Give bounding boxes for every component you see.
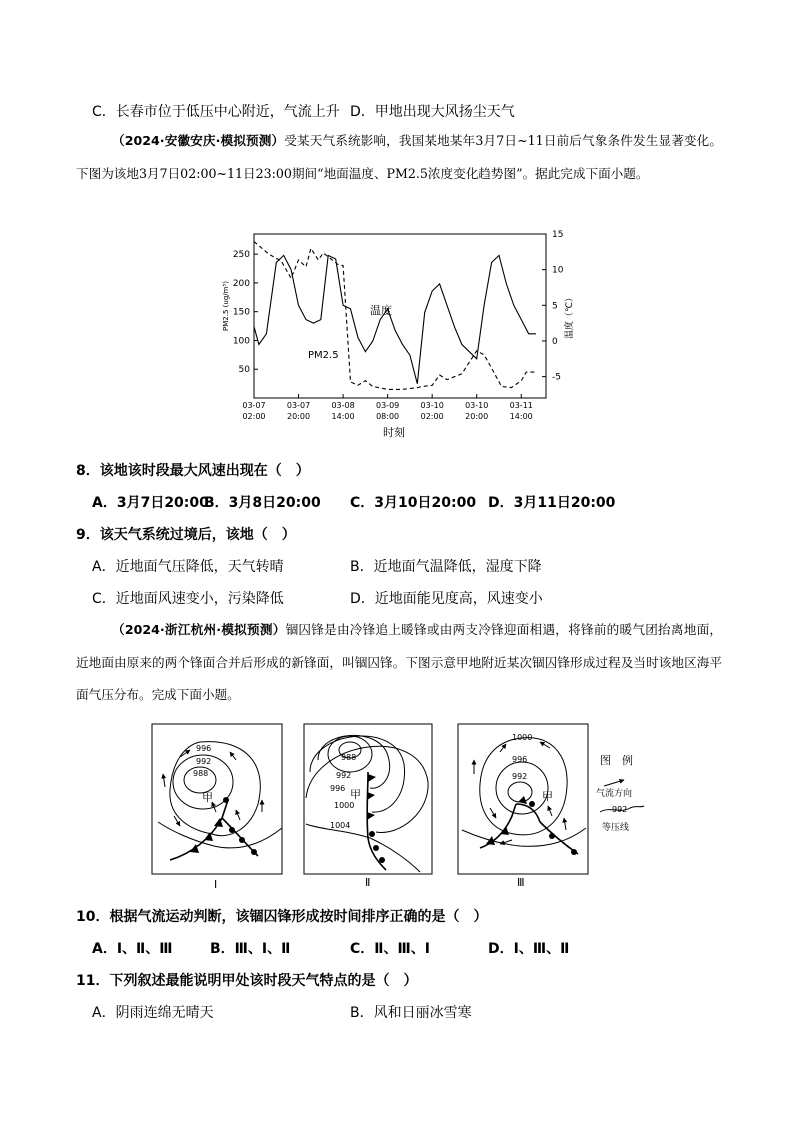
q9-option-d[interactable]: D．近地面能见度高，风速变小 (350, 591, 543, 607)
passage-2-source: （2024·浙江杭州·模拟预测） (112, 622, 286, 637)
right-tick-label: 0 (552, 336, 558, 347)
legend-isobar-label: 等压线 (602, 823, 630, 833)
panel3-isobar-1000: 1000 (512, 733, 533, 742)
panel1-label: Ⅰ (214, 878, 218, 891)
option-d-prev: D．甲地出现大风扬尘天气 (350, 104, 515, 120)
q9-option-c[interactable]: C．近地面风速变小，污染降低 (92, 591, 284, 607)
q9-option-a[interactable]: A．近地面气压降低，天气转晴 (92, 559, 284, 575)
x-axis-label: 时刻 (383, 426, 405, 439)
x-tick-label-time: 14:00 (331, 412, 355, 421)
passage-2 (76, 614, 722, 712)
x-tick-label-date: 03-07 (242, 401, 266, 410)
legend-airflow-label: 气流方向 (596, 789, 633, 799)
option-c-prev: C．长春市位于低压中心附近，气流上升 (92, 104, 340, 120)
occluded-front-maps (0, 712, 794, 892)
q10-option-c[interactable]: C．Ⅱ、Ⅲ、Ⅰ (350, 941, 430, 957)
legend-title: 图 例 (600, 754, 633, 767)
q10-option-d[interactable]: D．Ⅰ、Ⅲ、Ⅱ (488, 941, 570, 957)
passage-1-source: （2024·安徽安庆·模拟预测） (112, 133, 285, 148)
panel3-place-jia: 甲 (542, 790, 553, 803)
q11-option-a[interactable]: A．阴雨连绵无晴天 (92, 1005, 214, 1021)
legend-isobar-value: 992 (612, 805, 628, 814)
q11-option-b[interactable]: B．风和日丽冰雪寒 (350, 1005, 472, 1021)
x-tick-label-date: 03-10 (465, 401, 489, 410)
x-tick-label-time: 20:00 (287, 412, 311, 421)
series-line-temperature (254, 255, 536, 383)
left-tick-label: 250 (232, 250, 250, 261)
x-tick-label-time: 08:00 (376, 412, 400, 421)
panel2-isobar-996: 996 (330, 784, 346, 793)
q8-option-c[interactable]: C．3月10日20:00 (350, 495, 477, 511)
x-tick-label-time: 02:00 (242, 412, 266, 421)
passage-1-text: 受某天气系统影响，我国某地某年3月7日~11日前后气象条件发生显著变化。下图为该地3月7日02:00~11日23:00期间“地面温度、PM2.5浓度变化趋势图”。据此完成下面小题。 (76, 133, 722, 181)
map-panel-1 (152, 724, 282, 891)
question-9-stem: 9．该天气系统过境后，该地（ ） (76, 527, 296, 543)
left-tick-label: 50 (238, 365, 250, 376)
left-axis-label: PM2.5 (ug/m³) (222, 281, 230, 331)
q8-option-a[interactable]: A．3月7日20:00 (92, 495, 209, 511)
x-tick-label-date: 03-08 (331, 401, 355, 410)
series-label-temperature: 温度 (370, 304, 392, 317)
q8-option-d[interactable]: D．3月11日20:00 (488, 495, 616, 511)
x-tick-label-time: 02:00 (420, 412, 444, 421)
x-tick-label-time: 20:00 (465, 412, 489, 421)
panel1-isobar-992: 992 (196, 757, 212, 766)
right-tick-label: -5 (552, 372, 561, 383)
panel1-place-jia: 甲 (202, 791, 213, 804)
panel2-label: Ⅱ (365, 876, 371, 889)
panel3-label: Ⅲ (517, 876, 525, 889)
right-tick-label: 15 (552, 230, 564, 240)
passage-1 (76, 125, 722, 190)
question-8-stem: 8．该地该时段最大风速出现在（ ） (76, 463, 310, 479)
x-tick-label-date: 03-11 (509, 401, 533, 410)
map-panel-2 (304, 724, 432, 889)
map-panel-3 (458, 724, 588, 889)
panel3-isobar-992: 992 (512, 772, 528, 781)
panel2-isobar-1000: 1000 (334, 801, 355, 810)
x-tick-label-time: 14:00 (509, 412, 533, 421)
panel1-isobar-988: 988 (193, 769, 209, 778)
panel2-place-jia: 甲 (350, 788, 361, 801)
right-tick-label: 10 (552, 265, 564, 276)
chart-frame (254, 234, 546, 398)
map-legend (596, 753, 644, 833)
question-10-stem: 10．根据气流运动判断，该锢囚锋形成按时间排序正确的是（ ） (76, 909, 488, 925)
q8-option-b[interactable]: B．3月8日20:00 (204, 495, 321, 511)
panel2-isobar-992: 992 (336, 771, 352, 780)
series-line-pm25 (254, 242, 536, 390)
passage-2-text: 锢囚锋是由冷锋追上暖锋或由两支冷锋迎面相遇，将锋前的暖气团抬离地面，近地面由原来的两个锋面合并后形成的新锋面，叫锢囚锋。下图示意甲地附近某次锢囚锋形成过程及当时该地区海平面气压分布。完成下面小题。 (76, 622, 722, 702)
panel2-isobar-1004: 1004 (330, 821, 351, 830)
x-tick-label-date: 03-09 (376, 401, 400, 410)
q10-option-b[interactable]: B．Ⅲ、Ⅰ、Ⅱ (210, 941, 291, 957)
pm25-temperature-chart (0, 222, 794, 452)
panel1-isobar-996: 996 (196, 744, 212, 753)
x-tick-label-date: 03-07 (286, 401, 311, 410)
panel2-isobar-988: 988 (341, 753, 357, 762)
left-tick-label: 100 (232, 336, 250, 347)
left-tick-label: 150 (232, 307, 250, 318)
x-tick-label-date: 03-10 (420, 401, 444, 410)
right-tick-label: 5 (552, 301, 558, 312)
left-tick-label: 200 (232, 278, 250, 289)
right-axis-label: 温度（℃） (565, 292, 575, 340)
q9-option-b[interactable]: B．近地面气温降低，湿度下降 (350, 559, 542, 575)
question-11-stem: 11．下列叙述最能说明甲处该时段天气特点的是（ ） (76, 973, 418, 989)
panel3-isobar-996: 996 (512, 755, 528, 764)
series-label-pm25: PM2.5 (308, 350, 339, 361)
q10-option-a[interactable]: A．Ⅰ、Ⅱ、Ⅲ (92, 941, 173, 957)
